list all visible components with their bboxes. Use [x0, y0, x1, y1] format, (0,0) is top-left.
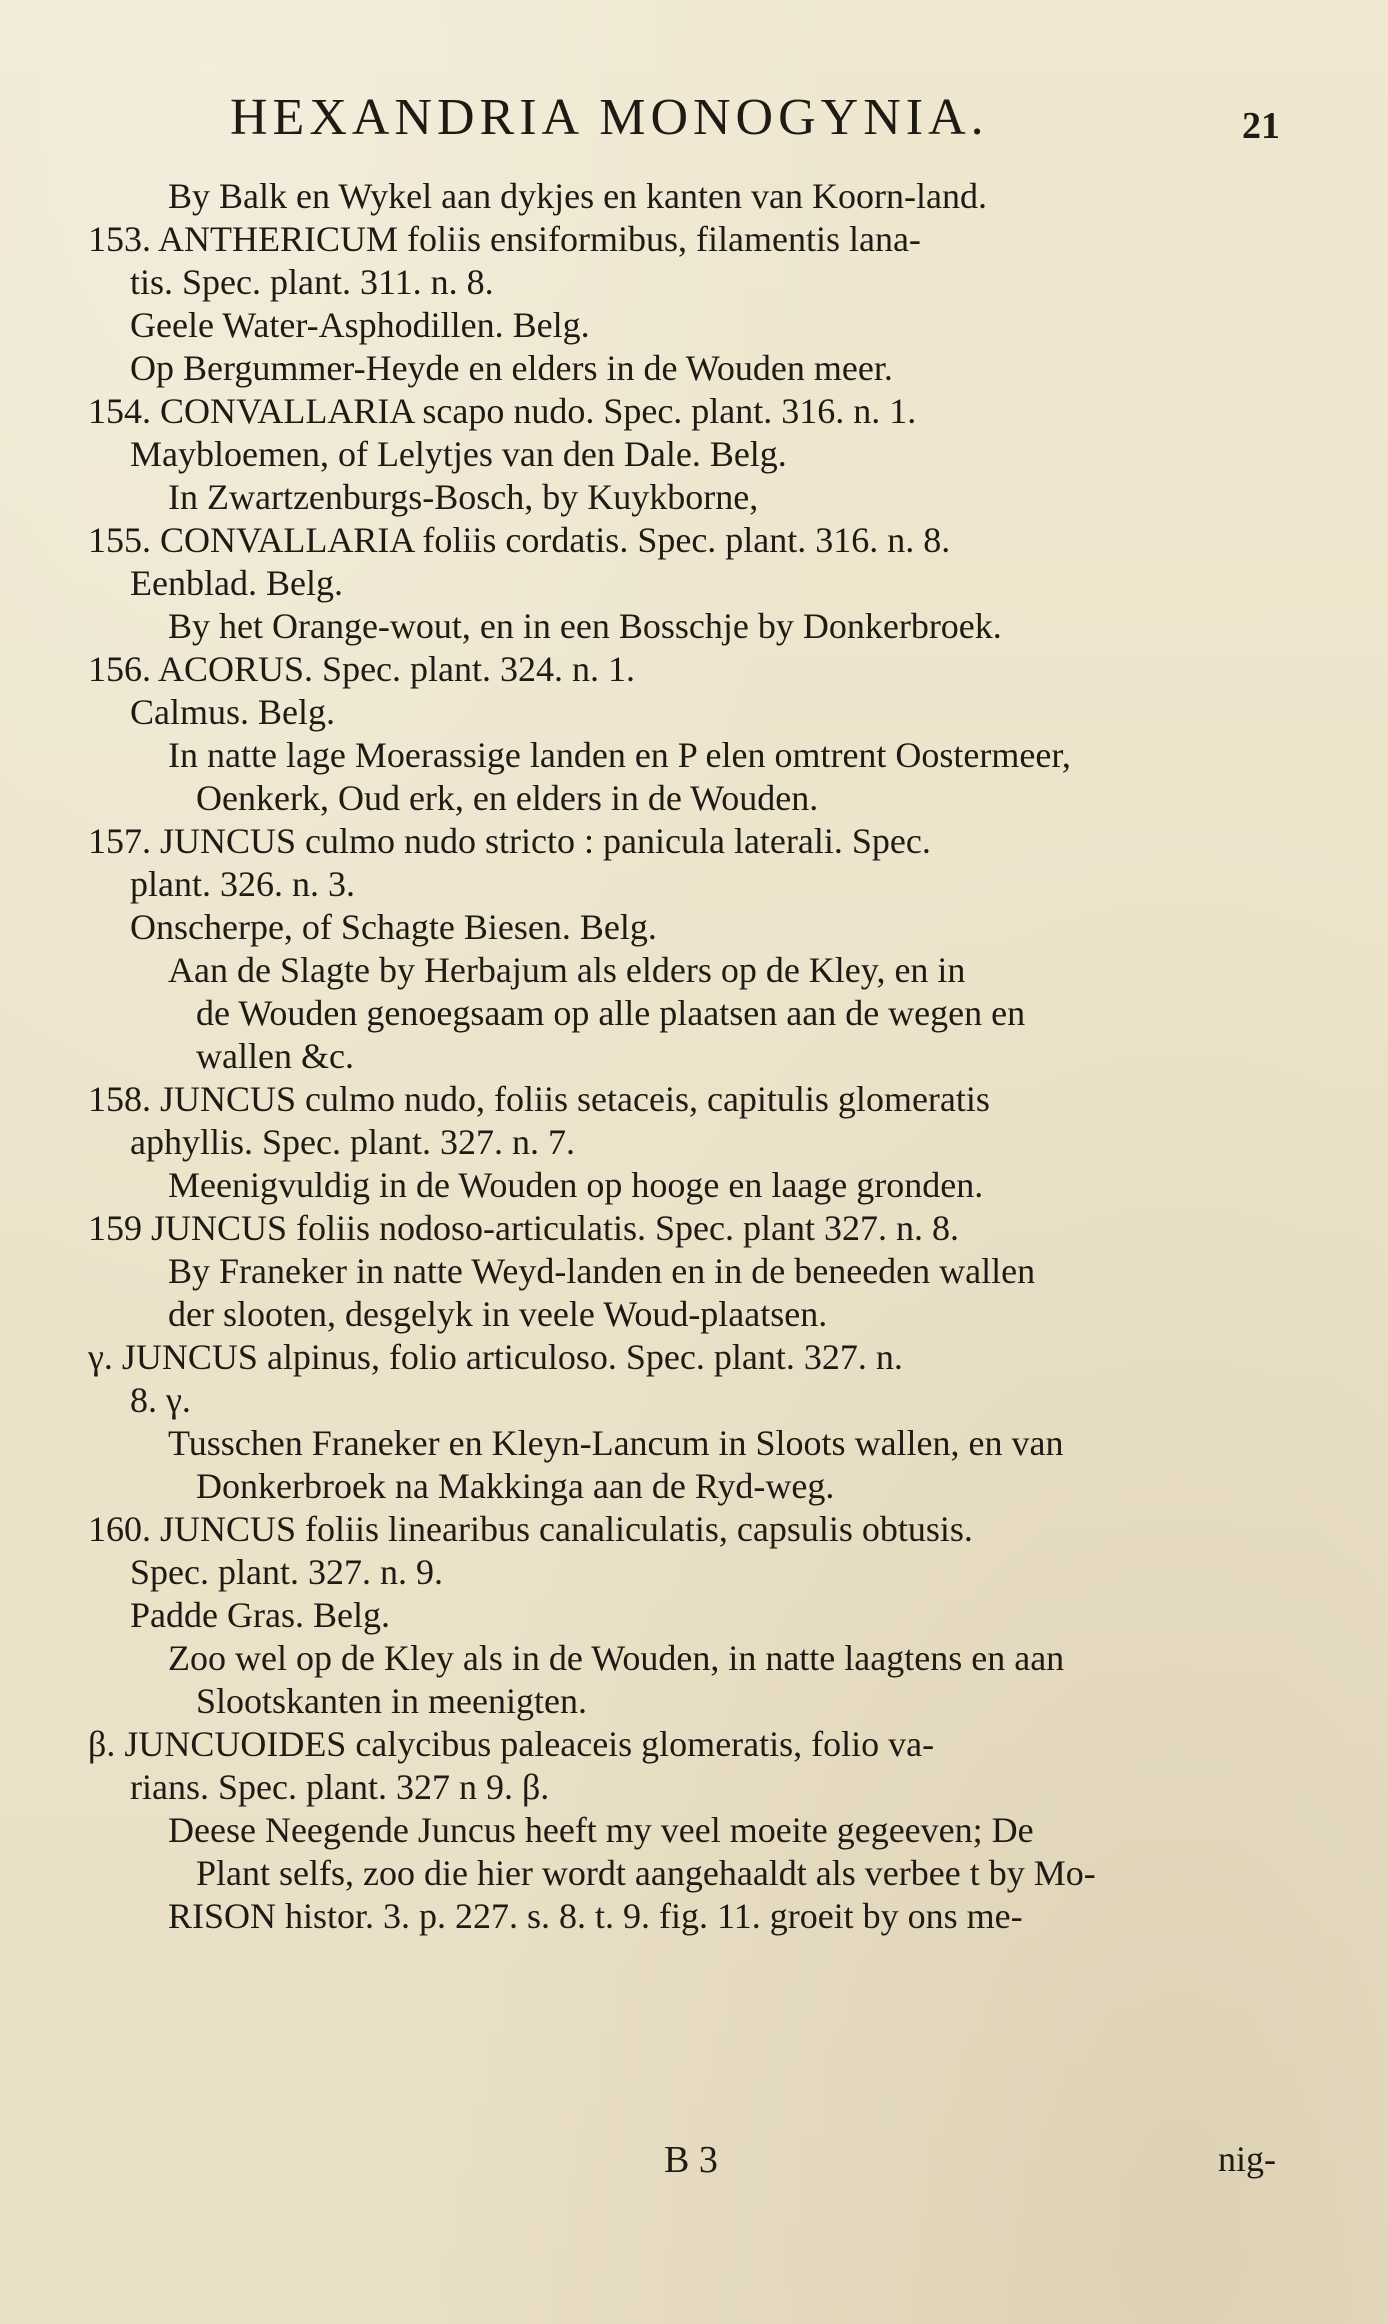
entry-line: 154. CONVALLARIA scapo nudo. Spec. plant. 316. n. 1.: [88, 391, 917, 431]
text-line: In natte lage Moerassige landen en P elen omtrent Oostermeer,: [168, 735, 1071, 775]
text-line: Geele Water-Asphodillen. Belg.: [130, 305, 590, 345]
text-line: Tusschen Franeker en Kleyn-Lancum in Sloots wallen, en van: [168, 1423, 1064, 1463]
text-line: Slootskanten in meenigten.: [196, 1681, 587, 1721]
text-line: By Franeker in natte Weyd-landen en in de beneeden wallen: [168, 1251, 1036, 1291]
text-line: de Wouden genoegsaam op alle plaatsen aan de wegen en: [196, 993, 1026, 1033]
text-line: RISON histor. 3. p. 227. s. 8. t. 9. fig. 11. groeit by ons me-: [168, 1896, 1023, 1936]
body-text: [88, 175, 1278, 1938]
text-line: Oenkerk, Oud erk, en elders in de Wouden.: [196, 778, 819, 818]
entry-line: 160. JUNCUS foliis linearibus canaliculatis, capsulis obtusis.: [88, 1509, 973, 1549]
text-line: wallen &c.: [196, 1036, 354, 1076]
text-line: By Balk en Wykel aan dykjes en kanten van Koorn-land.: [168, 176, 987, 216]
text-line: Meenigvuldig in de Wouden op hooge en laage gronden.: [168, 1165, 984, 1205]
entry-line: 153. ANTHERICUM foliis ensiformibus, filamentis lana-: [88, 219, 921, 259]
page-header: [230, 89, 1280, 162]
text-line: Eenblad. Belg.: [130, 563, 343, 603]
entry-line: 155. CONVALLARIA foliis cordatis. Spec. plant. 316. n. 8.: [88, 520, 951, 560]
text-line: Onscherpe, of Schagte Biesen. Belg.: [130, 907, 657, 947]
catchword: nig-: [1218, 2139, 1276, 2179]
text-line: Plant selfs, zoo die hier wordt aangehaaldt als verbee t by Mo-: [196, 1853, 1096, 1893]
text-line: Calmus. Belg.: [130, 692, 335, 732]
page-number: 21: [1242, 105, 1280, 147]
text-line: By het Orange-wout, en in een Bosschje by Donkerbroek.: [168, 606, 1002, 646]
text-line: Donkerbroek na Makkinga aan de Ryd-weg.: [196, 1466, 835, 1506]
text-line: Deese Neegende Juncus heeft my veel moeite gegeeven; De: [168, 1810, 1034, 1850]
text-line: tis. Spec. plant. 311. n. 8.: [130, 262, 494, 302]
text-line: Zoo wel op de Kley als in de Wouden, in natte laagtens en aan: [168, 1638, 1065, 1678]
text-line: der slooten, desgelyk in veele Woud-plaatsen.: [168, 1294, 828, 1334]
text-line: In Zwartzenburgs-Bosch, by Kuykborne,: [168, 477, 759, 517]
text-line: rians. Spec. plant. 327 n 9. β.: [130, 1767, 550, 1807]
text-line: aphyllis. Spec. plant. 327. n. 7.: [130, 1122, 575, 1162]
signature-mark: B 3: [664, 2139, 718, 2181]
text-line: Padde Gras. Belg.: [130, 1595, 390, 1635]
entry-line: 158. JUNCUS culmo nudo, foliis setaceis, capitulis glomeratis: [88, 1079, 990, 1119]
running-title: HEXANDRIA MONOGYNIA.: [230, 89, 989, 146]
text-line: Op Bergummer-Heyde en elders in de Wouden meer.: [130, 348, 893, 388]
entry-line: γ. JUNCUS alpinus, folio articuloso. Spec. plant. 327. n.: [88, 1337, 903, 1377]
entry-line: 156. ACORUS. Spec. plant. 324. n. 1.: [88, 649, 636, 689]
text-line: plant. 326. n. 3.: [130, 864, 355, 904]
entry-line: 159 JUNCUS foliis nodoso-articulatis. Spec. plant 327. n. 8.: [88, 1208, 959, 1248]
entry-line: β. JUNCUOIDES calycibus paleaceis glomeratis, folio va-: [88, 1724, 935, 1764]
text-line: Aan de Slagte by Herbajum als elders op de Kley, en in: [168, 950, 966, 990]
entry-line: 157. JUNCUS culmo nudo stricto : panicula laterali. Spec.: [88, 821, 931, 861]
text-line: Maybloemen, of Lelytjes van den Dale. Belg.: [130, 434, 787, 474]
text-line: Spec. plant. 327. n. 9.: [130, 1552, 443, 1592]
text-line: 8. γ.: [130, 1380, 191, 1420]
